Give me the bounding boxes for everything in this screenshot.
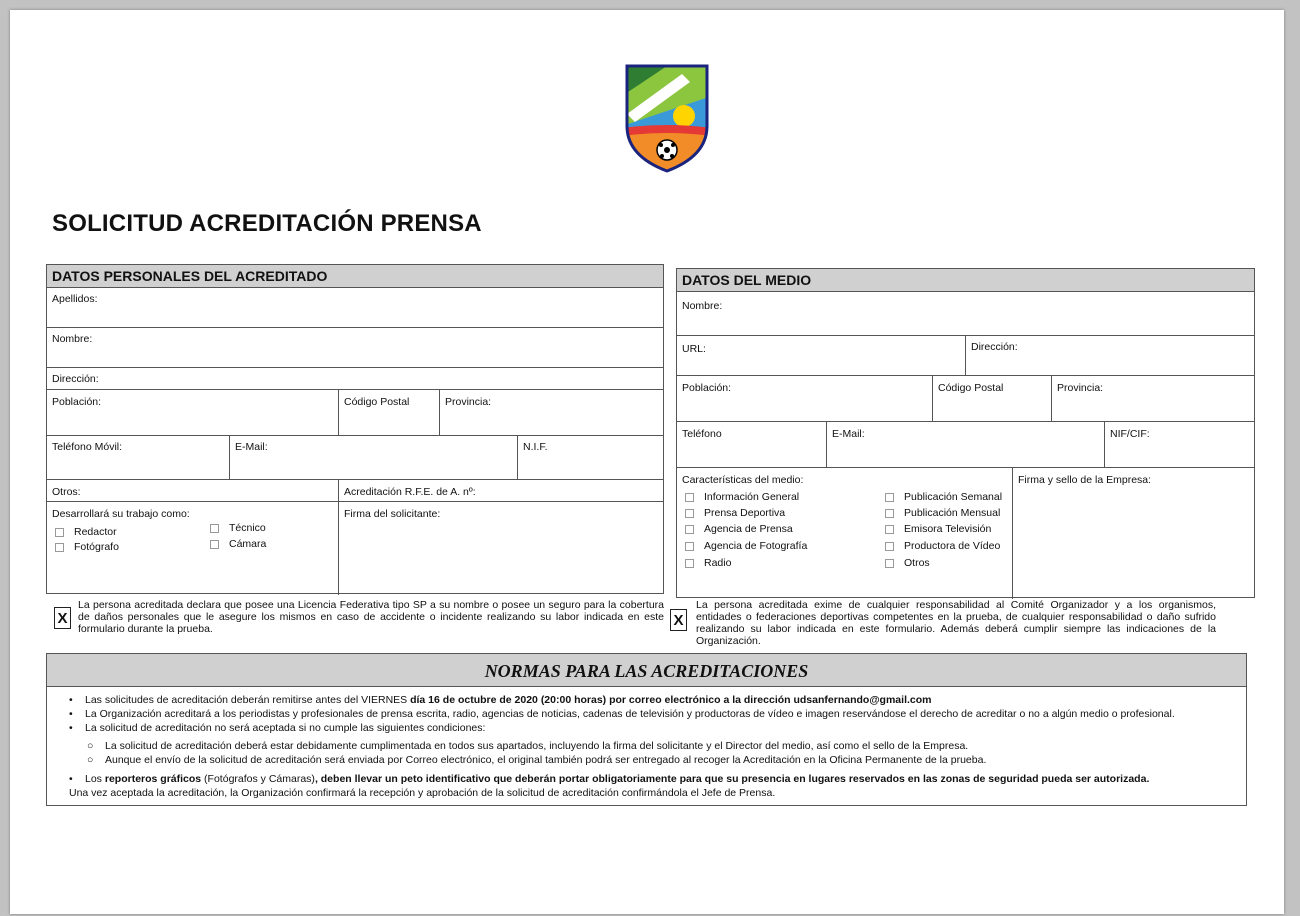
medio-email-label: E-Mail: [832,428,865,440]
list-item: ○ La solicitud de acreditación deberá estar debidamente cumplimentada en todos sus apartados, incluyendo la firma del solicitante y el Director del medio, así como el sello de la Empresa. [87,740,969,752]
normas-section [46,653,1247,806]
caracteristicas-label: Características del medio: [682,474,804,486]
checkbox[interactable] [210,524,219,533]
checkbox[interactable] [55,528,64,537]
role-fotografo-option[interactable]: Fotógrafo [55,541,119,553]
page-title: SOLICITUD ACREDITACIÓN PRENSA [52,210,482,237]
direccion-label: Dirección: [52,373,99,385]
checkbox[interactable] [885,493,894,502]
option-agencia-prensa[interactable]: Agencia de Prensa [685,523,793,535]
normas-sublist [87,739,1225,767]
provincia-label: Provincia: [445,396,492,408]
codigo-postal-label: Código Postal [344,396,410,408]
nif-label: N.I.F. [523,441,548,453]
option-publicacion-mensual[interactable]: Publicación Mensual [885,507,1000,519]
declaration-right-checkbox[interactable]: X [670,609,687,631]
firma-solicitante-label: Firma del solicitante: [344,508,441,520]
firma-empresa-label: Firma y sello de la Empresa: [1018,474,1152,486]
declaration-left-text: La persona acreditada declara que posee una Licencia Federativa tipo SP a su nombre o posee un seguro para la cobertura de daños personales que le asegure los mismos en caso de accidente o incidente realizando su labor indicada en este formulario durante la prueba. [78,599,664,635]
list-item: • Los reporteros gráficos (Fotógrafos y Cámaras), deben llevar un peto identificativo que deberán portar obligatoriamente para que su presencia en lugares reservados en las zonas de seguridad pueda ser autorizada. [69,773,1150,785]
checkbox[interactable] [55,543,64,552]
checkbox[interactable] [885,559,894,568]
checkbox[interactable] [210,540,219,549]
email-label: E-Mail: [235,441,268,453]
normas-header: NORMAS PARA LAS ACREDITACIONES [47,654,1246,687]
media-data-section [676,268,1255,598]
list-item: • La Organización acreditará a los periodistas y profesionales de prensa escrita, radio, agencias de noticias, cadenas de televisión y productoras de vídeo e imagen reservándose el derecho de acreditar o no a algún medio o profesional. [69,708,1175,720]
medio-poblacion-label: Población: [682,382,732,394]
personal-data-section [46,264,664,594]
medio-provincia-label: Provincia: [1057,382,1104,394]
normas-list-2 [69,772,1235,786]
option-publicacion-semanal[interactable]: Publicación Semanal [885,491,1002,503]
personal-header: DATOS PERSONALES DEL ACREDITADO [47,265,663,288]
list-item: ○ Aunque el envío de la solicitud de acreditación será enviada por Correo electrónico, el original también podrá ser entregado al recoger la Acreditación en la Oficina Permanente de la prueba. [87,754,987,766]
normas-list [69,693,1235,735]
list-item: • Las solicitudes de acreditación deberán remitirse antes del VIERNES día 16 de octubre de 2020 (20:00 horas) por correo electrónico a la dirección udsanfernando@gmail.com [69,694,932,706]
option-otros[interactable]: Otros [885,557,930,569]
declaration-left-checkbox[interactable]: X [54,607,71,629]
normas-closing: Una vez aceptada la acreditación, la Organización confirmará la recepción y aprobación de la solicitud de acreditación confirmándola el Jefe de Prensa. [69,787,776,799]
media-header: DATOS DEL MEDIO [677,269,1254,292]
nif-cif-label: NIF/CIF: [1110,428,1150,440]
apellidos-label: Apellidos: [52,293,98,305]
role-tecnico-option[interactable]: Técnico [210,522,266,534]
option-radio[interactable]: Radio [685,557,731,569]
medio-nombre-label: Nombre: [682,300,723,312]
checkbox[interactable] [885,542,894,551]
option-agencia-fotografia[interactable]: Agencia de Fotografía [685,540,807,552]
acreditacion-label: Acreditación R.F.E. de A. nº: [344,486,476,498]
option-productora-video[interactable]: Productora de Vídeo [885,540,1000,552]
checkbox[interactable] [685,559,694,568]
url-label: URL: [682,343,706,355]
list-item: • La solicitud de acreditación no será aceptada si no cumple las siguientes condiciones: [69,722,486,734]
checkbox[interactable] [685,509,694,518]
option-emisora-television[interactable]: Emisora Televisión [885,523,991,535]
medio-direccion-label: Dirección: [971,341,1018,353]
checkbox[interactable] [885,509,894,518]
document-page [10,10,1284,914]
medio-telefono-label: Teléfono [682,428,722,440]
checkbox[interactable] [685,493,694,502]
nombre-label: Nombre: [52,333,93,345]
option-informacion-general[interactable]: Información General [685,491,799,503]
option-prensa-deportiva[interactable]: Prensa Deportiva [685,507,785,519]
declaration-right-text: La persona acreditada exime de cualquier responsabilidad al Comité Organizador y a los organismos, entidades o federaciones deportivas competentes en la prueba, de cualquier responsabilidad o daño sufrido realizando su labor indicada en este formulario. Además deberá cumplir siempre las indicaciones de la Organización. [696,599,1216,647]
checkbox[interactable] [685,525,694,534]
poblacion-label: Población: [52,396,102,408]
desarrollara-label: Desarrollará su trabajo como: [52,508,190,520]
medio-codigo-postal-label: Código Postal [938,382,1004,394]
checkbox[interactable] [685,542,694,551]
telefono-label: Teléfono Móvil: [52,441,123,453]
role-redactor-option[interactable]: Redactor [55,526,117,538]
checkbox[interactable] [885,525,894,534]
club-logo [622,56,712,174]
role-camara-option[interactable]: Cámara [210,538,266,550]
otros-label: Otros: [52,486,81,498]
